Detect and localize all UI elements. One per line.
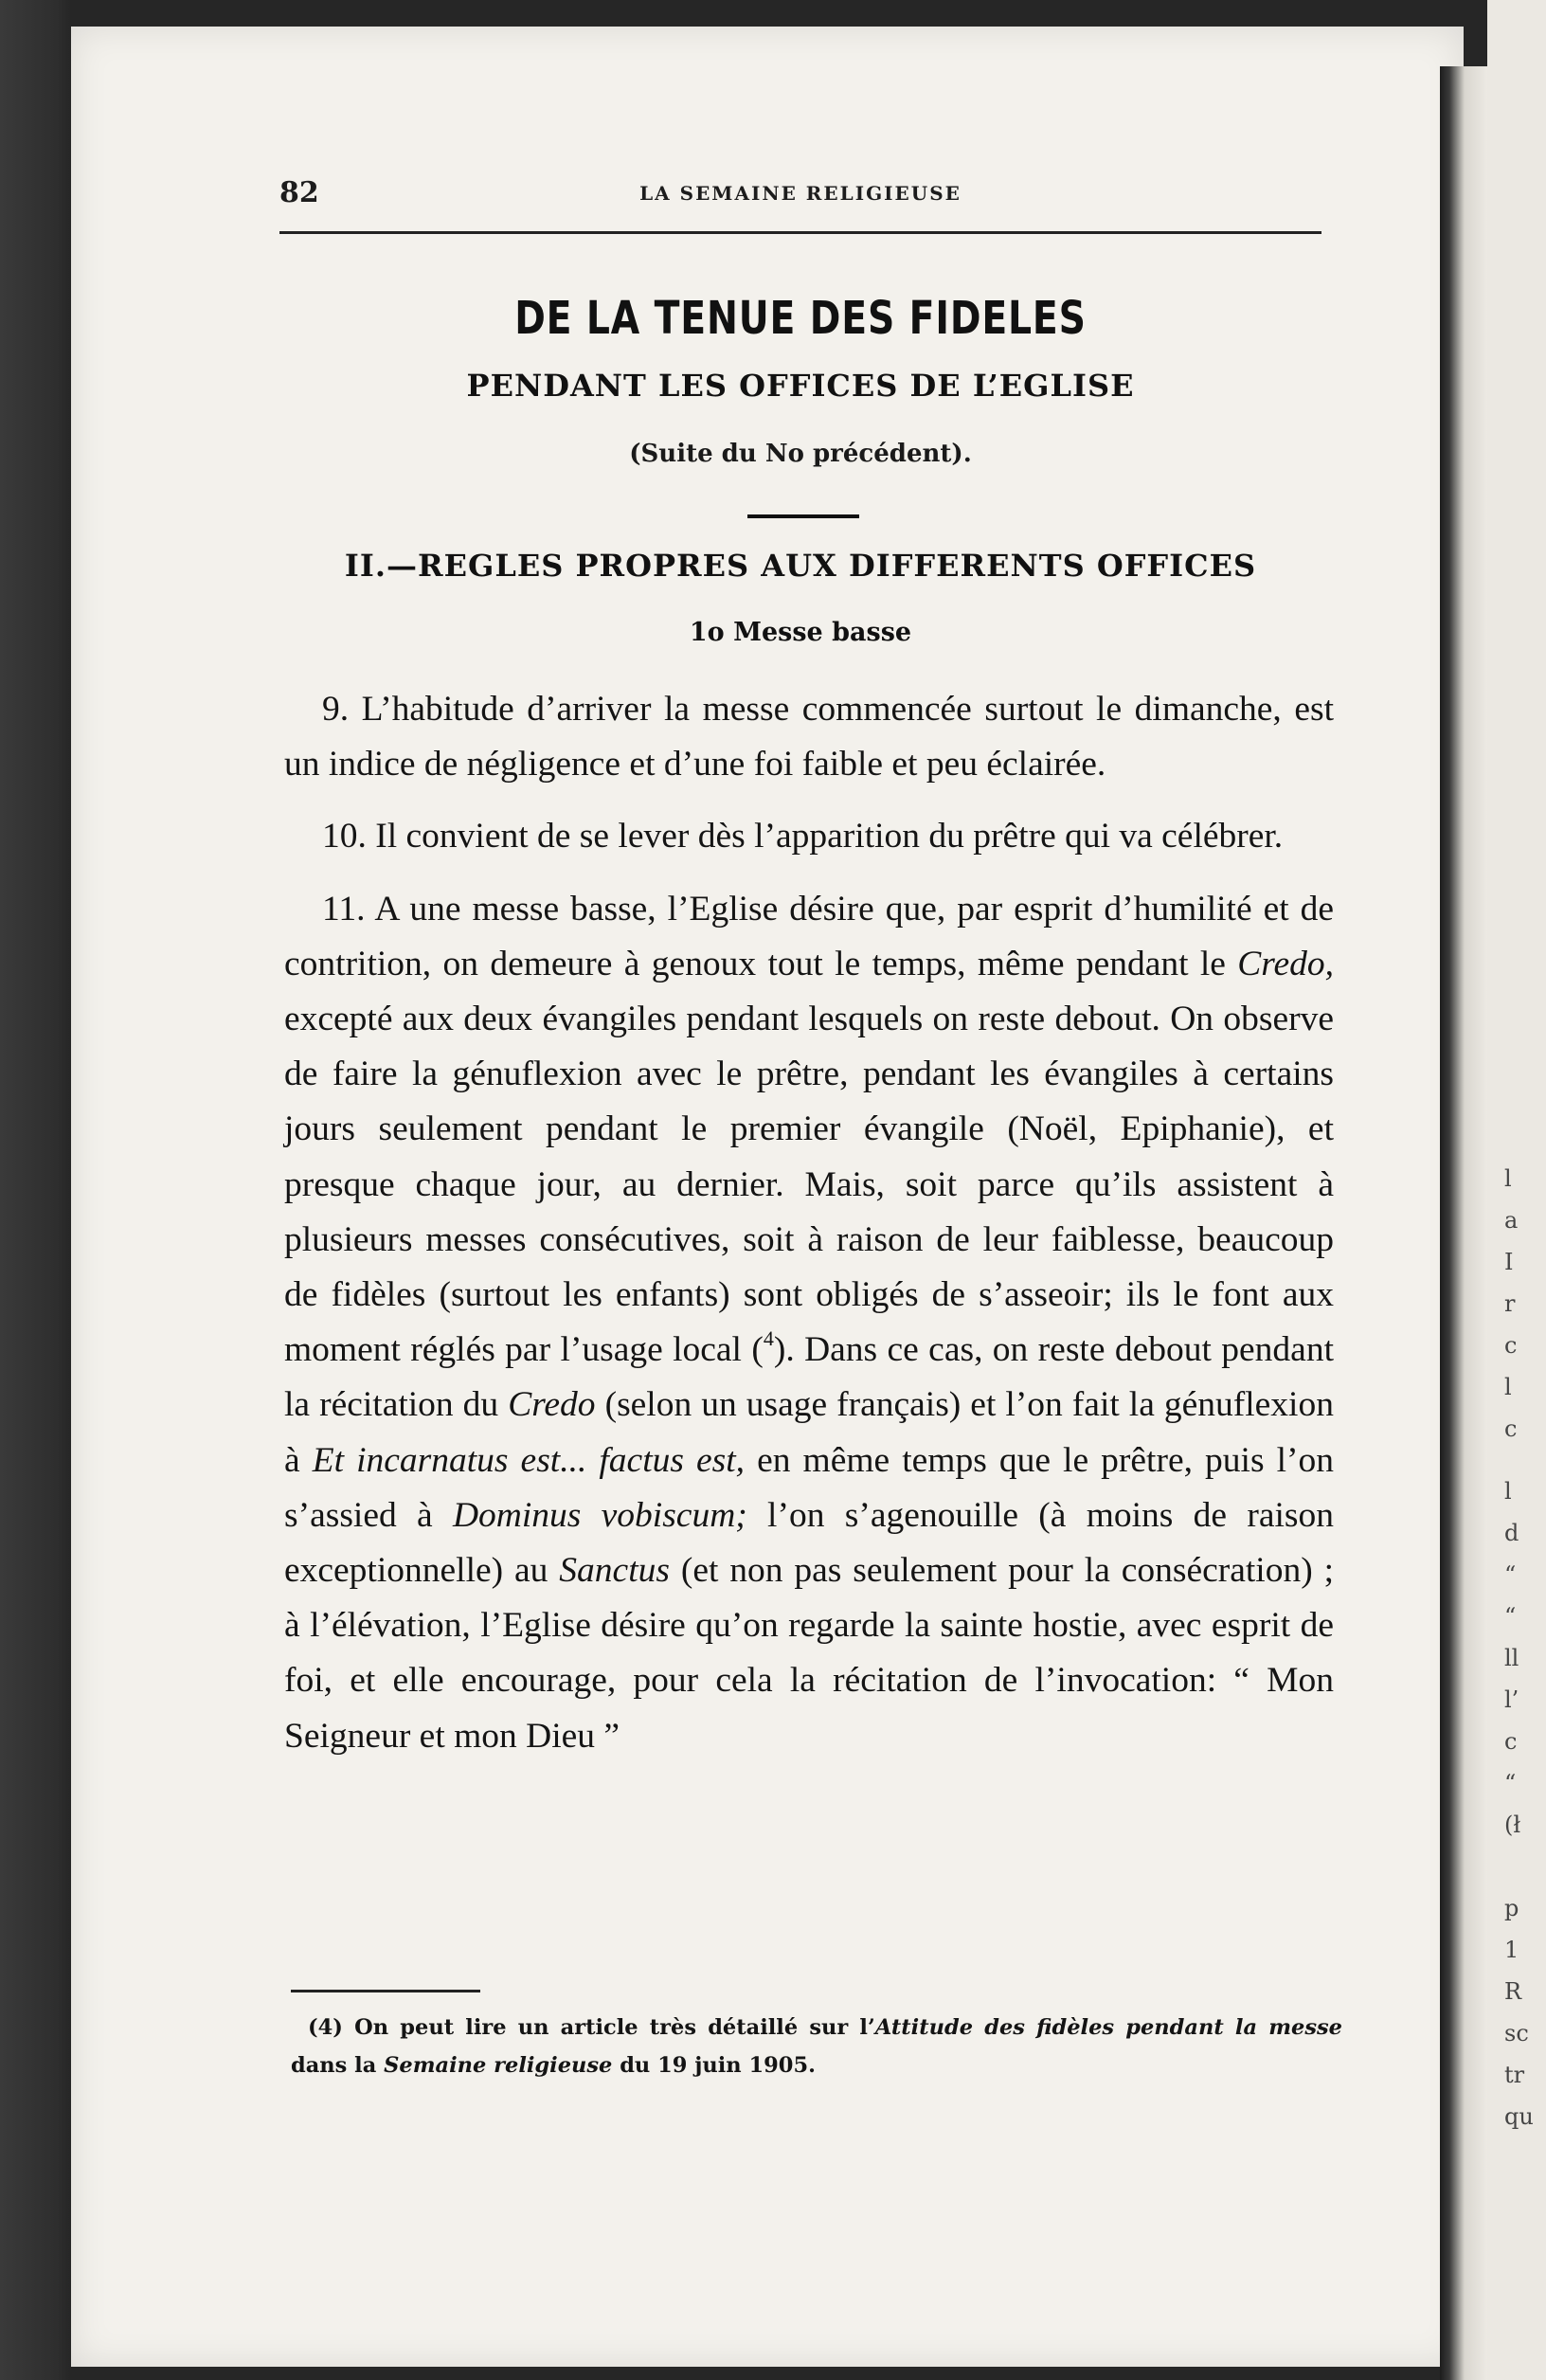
italic-credo: Credo — [508, 1385, 596, 1425]
italic-et-incarnatus: Et incarnatus est... factus est, — [312, 1440, 746, 1480]
adjacent-fragment: “ — [1504, 1603, 1517, 1630]
adjacent-fragment: qu — [1504, 2103, 1534, 2130]
book-spine-shadow — [1440, 66, 1487, 2380]
adjacent-fragment: R — [1504, 1978, 1522, 2005]
adjacent-fragment: I — [1504, 1249, 1514, 1275]
adjacent-fragment: l — [1504, 1165, 1512, 1192]
adjacent-fragment: l — [1504, 1478, 1512, 1505]
adjacent-fragment: (ł — [1504, 1812, 1521, 1838]
paragraph-11-text: 11. A une messe basse, l’Eglise désire que, par esprit d’humilité et de contrition, on demeure à genoux tout le temps, même pendant le — [284, 889, 1334, 983]
section-divider — [747, 514, 859, 518]
italic-credo: Credo, — [1237, 944, 1334, 983]
adjacent-fragment: ll — [1504, 1645, 1519, 1671]
adjacent-fragment: 1 — [1504, 1937, 1519, 1963]
footnote-text: du 19 juin 1905. — [612, 2053, 816, 2078]
adjacent-fragment: p — [1504, 1895, 1519, 1921]
footnote-text: (4) On peut lire un article très détaillé sur l’ — [308, 2015, 875, 2040]
adjacent-fragment: c — [1504, 1415, 1518, 1442]
adjacent-fragment: l’ — [1504, 1686, 1519, 1713]
adjacent-fragment: c — [1504, 1332, 1518, 1359]
paragraph-11-text: ). Dans ce cas, on reste debout pendant la récitation du — [284, 1330, 1334, 1425]
adjacent-fragment: d — [1504, 1520, 1519, 1546]
adjacent-fragment: “ — [1504, 1561, 1517, 1588]
adjacent-fragment: sc — [1504, 2020, 1529, 2046]
footnote-4 — [291, 2009, 1342, 2084]
italic-sanctus: Sanctus — [559, 1551, 670, 1591]
section-heading: II.—REGLES PROPRES AUX DIFFERENTS OFFICES — [344, 548, 1257, 584]
subsection-heading: 1o Messe basse — [689, 618, 912, 647]
footnote-italic-title: Attitude des fidèles pendant la messe — [874, 2015, 1342, 2040]
paragraph-11-text: excepté aux deux évangiles pendant lesquels on reste debout. On observe de faire la génuflexion avec le prêtre, pendant les évangiles à certains jours seulement pendant le premier évangile (Noël, Epiphanie), et presque chaque jour, au dernier. Mais, soit parce qu’ils assistent à plusieurs messes consécutives, soit à raison de leur faiblesse, beaucoup de fidèles (surtout les enfants) sont obligés de s’asseoir; ils le font aux moment réglés par l’usage local ( — [284, 1000, 1334, 1370]
continuation-note: (Suite du No précédent). — [629, 440, 972, 468]
paragraph-11-text: en même temps que le prêtre, puis l’on s’assied à — [284, 1440, 1334, 1535]
journal-title: LA SEMAINE RELIGIEUSE — [639, 182, 962, 205]
adjacent-fragment: “ — [1504, 1770, 1517, 1796]
footnote-rule — [291, 1990, 480, 1992]
paragraph-10: 10. Il convient de se lever dès l’apparition du prêtre qui va célébrer. — [322, 817, 1284, 856]
adjacent-fragment: l — [1504, 1374, 1512, 1400]
paragraph-11-text: l’on s’agenouille (à moins de raison exceptionnelle) au — [284, 1495, 1334, 1591]
adjacent-fragment: tr — [1504, 2062, 1525, 2088]
article-title: DE LA TENUE DES FIDELES — [514, 292, 1087, 345]
italic-dominus-vobiscum: Dominus vobiscum; — [452, 1495, 747, 1535]
paragraph-11-text: (et non pas seulement pour la consécration) ; à l’élévation, l’Eglise désire qu’on regarde la sainte hostie, avec esprit de foi, et elle encourage, pour cela la récitation de l’invocation: “ Mon Seigneur et mon Dieu ” — [284, 1551, 1335, 1756]
header-rule — [279, 231, 1321, 234]
paragraph-11 — [284, 882, 1334, 1764]
paragraph-9: 9. L’habitude d’arriver la messe commencée surtout le dimanche, est un indice de négligence et d’une foi faible et peu éclairée. — [284, 690, 1334, 784]
adjacent-fragment: c — [1504, 1728, 1518, 1755]
running-head — [279, 176, 1321, 214]
article-subtitle: PENDANT LES OFFICES DE L’EGLISE — [466, 368, 1135, 404]
footnote-reference[interactable]: 4 — [763, 1326, 774, 1351]
article-body — [284, 682, 1334, 1764]
footnote-text: dans la — [291, 2053, 385, 2078]
footnote — [291, 2009, 1342, 2084]
paragraph-11-text: (selon un usage français) et l’on fait la génuflexion à — [284, 1385, 1334, 1480]
adjacent-fragment: r — [1504, 1290, 1516, 1317]
page-number: 82 — [279, 176, 319, 209]
footnote-italic-journal: Semaine religieuse — [384, 2053, 613, 2078]
adjacent-page-edge — [1487, 0, 1546, 2380]
adjacent-fragment: a — [1504, 1207, 1519, 1234]
